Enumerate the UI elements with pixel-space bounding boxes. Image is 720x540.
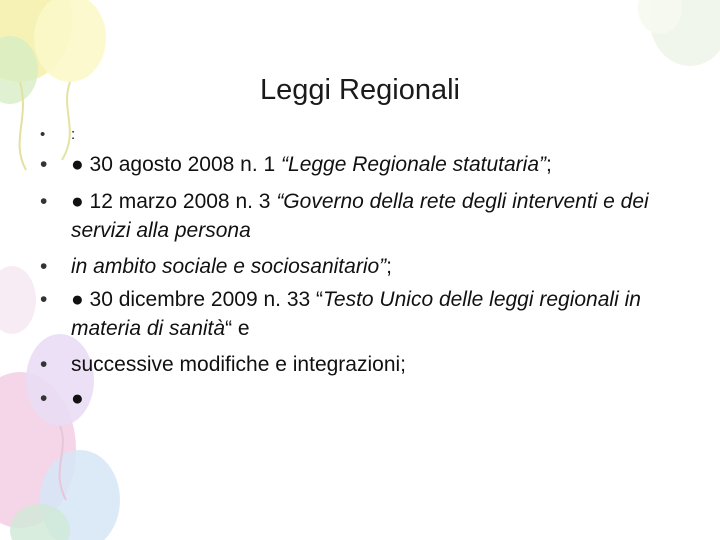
item-law-title: “Governo della rete degli interventi e dei servizi alla persona (71, 190, 649, 242)
bullet-marker: • (40, 353, 48, 376)
item-text: successive modifiche e integrazioni; (71, 353, 406, 376)
item-text (71, 285, 691, 343)
item-date: ● 12 marzo 2008 n. 3 (71, 190, 277, 213)
slide-title: Leggi Regionali (260, 74, 460, 106)
bullet-marker: • (40, 288, 48, 311)
bullet-marker: • (40, 190, 48, 213)
item-law-title: “Legge Regionale statutaria” (281, 153, 547, 176)
bullet-marker: • (40, 153, 48, 176)
item-text (71, 150, 691, 179)
item-date: ● 30 dicembre 2009 n. 33 “ (71, 288, 323, 311)
item-text: : (71, 126, 76, 143)
item-law-title: Testo Unico delle leggi regionali in materia di sanità (71, 288, 641, 340)
bullet-marker: • (40, 387, 48, 410)
item-text (71, 187, 691, 245)
bullet-marker: • (40, 255, 48, 278)
item-date: ● 30 agosto 2008 n. 1 (71, 153, 282, 176)
item-suffix: ; (386, 255, 392, 278)
item-text: ● (71, 387, 84, 410)
item-law-title: in ambito sociale e sociosanitario” (71, 255, 387, 278)
bullet-marker: • (40, 126, 46, 143)
item-text (71, 252, 691, 281)
item-suffix: ; (546, 153, 552, 176)
item-suffix: “ e (225, 317, 250, 340)
